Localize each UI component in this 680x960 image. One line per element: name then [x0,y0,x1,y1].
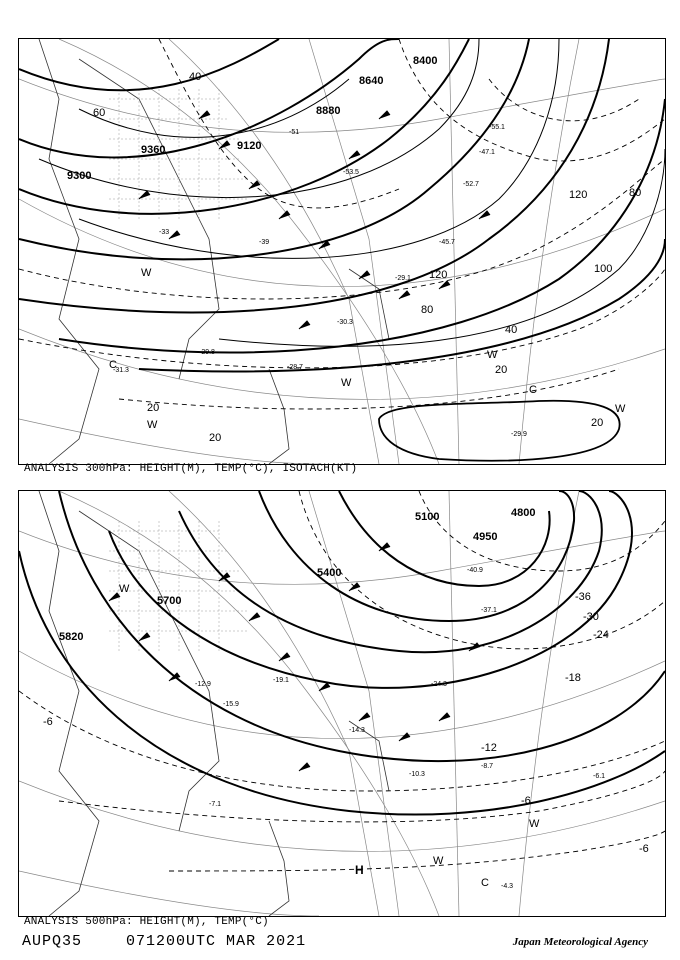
isotach-label: 20 [591,417,604,429]
isotach-label: 80 [629,187,642,199]
cold-marker: C [481,877,489,889]
isotach-label: 20 [147,402,160,414]
temp-label: -6 [639,843,649,855]
height-label: 9360 [141,144,166,156]
caption-300hpa: ANALYSIS 300hPa: HEIGHT(M), TEMP(°C), ISOTACH(KT) [24,463,358,475]
height-label: 4800 [511,507,536,519]
isotach-label: 20 [209,432,222,444]
station-label: -40.9 [467,567,483,574]
map-500hpa-drawing [19,491,665,916]
temp-label: -53.5 [343,169,359,176]
chart-timestamp: 071200UTC MAR 2021 [126,933,307,950]
temp-label: -51 [289,129,300,136]
height-label: 8880 [316,105,341,117]
warm-marker: W [433,855,444,867]
temp-label: -39 [259,239,270,246]
height-label: 8640 [359,75,384,87]
height-label: 9120 [237,140,262,152]
temp-label: -24 [593,629,609,641]
map-300hpa-drawing [19,39,665,464]
height-label: 5400 [317,567,342,579]
temp-label: -31.3 [113,367,129,374]
chart-footer [22,933,306,950]
station-label: -7.1 [209,801,222,808]
chart-code: AUPQ35 [22,933,83,950]
station-label: -4.3 [501,883,514,890]
isotach-label: 40 [189,71,202,83]
warm-marker: W [141,267,152,279]
height-contours [19,491,665,815]
station-label: -6.1 [593,773,606,780]
height-label: 5700 [157,595,182,607]
isotach-label: 120 [429,269,448,281]
temp-label: -52.7 [463,181,479,188]
height-label: 5820 [59,631,84,643]
isotach-label: 40 [505,324,518,336]
temp-label: -6 [521,795,531,807]
warm-marker: W [615,403,626,415]
height-label: 8400 [413,55,438,67]
height-label: 4950 [473,531,498,543]
station-label: -12.9 [195,681,211,688]
temp-label: -30.3 [337,319,353,326]
isotach-label: 120 [569,189,588,201]
temp-label: -6 [43,716,53,728]
caption-500hpa: ANALYSIS 500hPa: HEIGHT(M), TEMP(°C) [24,916,269,928]
high-marker: H [355,863,364,877]
station-label: -24.3 [431,681,447,688]
coastline [39,39,389,464]
height-label: 5100 [415,511,440,523]
station-label: -19.1 [273,677,289,684]
isotach-label: 80 [421,304,434,316]
temp-label: -36 [575,591,591,603]
cold-marker: C [109,359,117,371]
temp-label: -30 [583,611,599,623]
isotach-contours [39,39,665,461]
temp-label: -33 [159,229,170,236]
temp-label: -18 [565,672,581,684]
warm-marker: W [119,583,130,595]
temp-label: -47.1 [479,149,495,156]
temp-label: -12 [481,742,497,754]
isotach-label: 20 [495,364,508,376]
temp-label: -45.7 [439,239,455,246]
station-label: -8.7 [481,763,494,770]
temp-label: -29.1 [395,275,411,282]
station-label: -14.3 [349,727,365,734]
agency-name: Japan Meteorological Agency [512,936,648,948]
warm-marker: W [147,419,158,431]
station-label: -37.1 [481,607,497,614]
temp-label: -29.8 [199,349,215,356]
temp-label: -29.9 [511,431,527,438]
temp-label: -28.7 [287,364,303,371]
station-label: -10.3 [409,771,425,778]
analysis-300hpa-map [18,38,666,465]
warm-marker: W [341,377,352,389]
analysis-500hpa-map [18,490,666,917]
cold-marker: C [529,384,537,396]
isotach-label: 60 [93,107,106,119]
temp-label: -55.1 [489,124,505,131]
warm-marker: W [487,349,498,361]
station-label: -15.9 [223,701,239,708]
height-label: 9300 [67,170,92,182]
isotach-label: 100 [594,263,613,275]
warm-marker: W [529,818,540,830]
